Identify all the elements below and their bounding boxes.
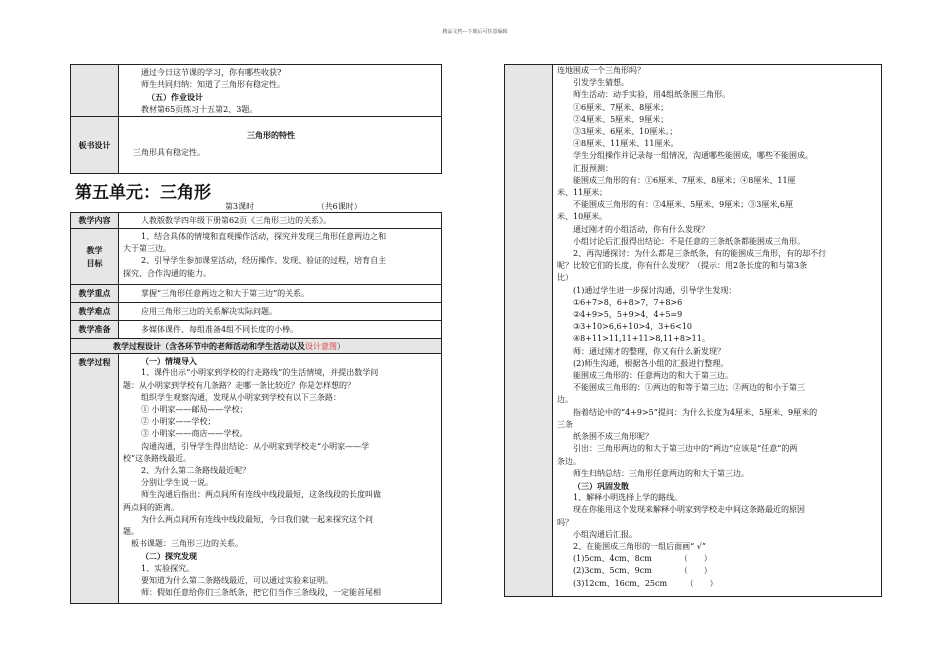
key-point-label: 教学重点 [71,285,119,303]
process-label: 教学过程 [71,354,119,604]
blank-label-cell [71,65,119,117]
difficulty-label: 教学难点 [71,303,119,321]
consolidation-heading: （三）巩固发散 [573,480,629,491]
right-line: ①6厘米、7厘米、8厘米； [573,102,669,112]
right-line: 连地围成一个三角形吗？ [557,66,645,75]
exercise-item: (3)12cm、16cm、25cm （ ） [573,578,718,588]
process-line: 1、实验探究。 [141,563,195,573]
right-line: 引出：三角形两边的和大于第三边中的“两边”应该是“任意”的两 [573,444,798,454]
right-line: 引发学生猜想。 [573,78,629,88]
right-page-table [504,64,882,597]
right-line: ④8+11>11,11+11>8,11+8>11。 [573,334,710,344]
right-line: 通过刚才的小组活动，你有什么发现？ [573,224,709,234]
goal-line: 2、引导学生参加课堂活动，经历操作、发现、验证的过程，培育自主 [141,256,387,266]
process-line: 为什么两点间所有连线中线段最短，今日我们就一起来探究这个问 [141,514,373,524]
unit-title: 第五单元：三角形 [75,183,211,203]
right-content-cell [553,65,882,597]
content-label: 教学内容 [71,213,119,229]
previous-lesson-table [70,64,442,174]
right-line: 能围成三角形的有：①6厘米、7厘米、8厘米；④8厘米、11厘 [573,175,796,185]
homework-heading: （五）作业设计 [147,92,203,103]
process-header-text: 教学过程设计（含各环节中的老师活动和学生活动以及 [113,341,305,351]
preparation-cell [119,321,442,339]
process-line: 1、课件出示“小明家到学校的行走路线”的生活情境，并提出数学问 [141,368,379,378]
goal-label-line: 目标 [86,257,103,268]
content-text: 人教版数学四年级下册第62页《三角形三边的关系》。 [141,216,332,225]
right-line: ②4厘米、5厘米、9厘米； [573,114,669,124]
key-point-cell [119,285,442,303]
right-line: 纸条围不成三角形呢？ [573,432,653,442]
process-line: 校”这条路线最近。 [123,453,192,463]
right-line: 不能围成三角形的：①两边的和等于第三边；②两边的和小于第三 [573,383,805,393]
right-line: 比） [557,273,573,283]
goal-cell [119,229,442,285]
process-line: 师生沟通后指出：两点间所有连线中线段最短，这条线段的长度叫做 [141,490,381,500]
process-line: 两点间的距离。 [123,502,179,512]
process-line: 要知道为什么第二条路线最近，可以通过实验来证明。 [141,575,333,585]
right-line: 条边。 [557,456,581,466]
right-line: 能围成三角形的：任意两边的和大于第三边。 [573,371,733,381]
key-point-text: 掌握“三角形任意两边之和大于第三边”的关系。 [141,289,310,298]
lesson-plan-table [70,212,442,604]
right-line: 2、再沟通探讨：为什么都是三条纸条，有的能围成三角形，有的却不行 [573,249,827,259]
goal-label-line: 教学 [86,245,103,256]
right-line: ③3+10>6,6+10>4，3+6<10 [573,322,693,332]
right-line: (2)师生沟通，根据各小组的汇报进行整理。 [573,358,729,368]
exercise-item: (2)3cm、5cm、9cm （ ） [573,566,712,576]
right-line: ③3厘米、6厘米、10厘米。； [573,127,678,137]
preparation-text: 多媒体课件、每组准备4组不同长度的小棒。 [141,325,299,334]
process-header-close: ） [337,342,345,351]
right-label-cell [505,65,553,597]
design-intent-text: 设计意图 [305,342,337,351]
homework-line: 教材第65页练习十五第2、3题。 [141,104,258,114]
right-line: 现在你能用这个发现来解释小明家到学校走中间这条路最近的原因 [573,505,805,515]
preparation-label: 教学准备 [71,321,119,339]
process-line: （二）探究发现 [141,551,197,562]
summary-line: 通过今日这节课的学习，你有哪些收获? [141,68,282,77]
process-line: ① 小明家——邮局——学校； [141,405,248,415]
right-line: ①6+7>8，6+8>7，7+8>6 [573,297,683,307]
process-line: ③ 小明家——商店——学校。 [141,429,248,439]
right-line: 1、解释小明选择上学的路线。 [573,493,683,503]
right-line: 米、10厘米。 [557,212,608,222]
right-line: 小组讨论后汇报得出结论：不是任意的三条纸条都能围成三角形。 [573,236,805,246]
process-line: 沟通沟通，引导学生得出结论：从小明家到学校走“小明家——学 [141,441,370,451]
right-line: 米、11厘米； [557,188,608,198]
goal-line: 1、结合具体的情境和直观操作活动，探究并发现三角形任意两边之和 [141,232,387,241]
process-cell [119,354,442,604]
page-header: 精品文档---下载后可任意编辑 [442,29,508,35]
right-line: 师生归纳总结：三角形任意两边的和大于第三边。 [573,468,749,478]
lesson-period: 第3课时 [225,202,255,211]
summary-line: 师生共同归纳：知道了三角形有稳定性。 [141,80,285,90]
right-line: 小组沟通后汇报。 [573,529,637,539]
board-design-cell [119,117,442,174]
difficulty-cell [119,303,442,321]
process-line: 板书课题：三角形三边的关系。 [131,539,243,549]
board-design-label: 板书设计 [71,117,119,174]
right-line: 师：通过刚才的整理，你又有什么新发现？ [573,346,725,356]
board-content: 三角形具有稳定性。 [133,148,205,158]
process-line: 组织学生观察沟通，发现从小明家到学校有以下三条路： [141,392,341,402]
process-line: 分别让学生说一说。 [141,478,213,488]
process-line: 师：假如任意给你们三条纸条，把它们当作三条线段，一定能首尾相 [141,588,381,598]
exercise-item: (1)5cm、4cm、8cm （ ） [573,554,712,564]
goal-label [71,229,119,285]
right-line: 汇报预测： [573,163,613,173]
right-line: 2、在能围成三角形的一组后面画“ √” [573,541,706,551]
right-line: 不能围成三角形的有：②4厘米、5厘米、9厘米；③3厘米,6厘 [573,200,793,210]
difficulty-text: 应用三角形三边的关系解决实际问题。 [141,307,277,316]
process-header [71,339,442,354]
process-line: 题：从小明家到学校有几条路？走哪一条比较近？你是怎样想的？ [123,380,355,390]
right-line: 学生分组操作并记录每一组情况，沟通哪些能围成，哪些不能围成。 [573,151,813,161]
process-line: ② 小明家——学校； [141,417,216,427]
summary-cell [119,65,442,117]
lesson-info [225,201,422,212]
right-line: 吗？ [557,517,573,527]
lesson-total: （共6课时） [316,202,362,211]
right-line: 边。 [557,395,573,405]
right-line: 三条 [557,419,573,429]
right-line: 师生活动：动手实验，用4组纸条围三角形。 [573,90,731,100]
right-line: 呢？比较它们的长度，你有什么发现？（提示：用2条长度的和与第3条 [557,261,808,271]
goal-line: 大于第三边。 [123,244,171,254]
process-line: 2、为什么第二条路线最近呢？ [141,466,251,476]
right-line: ④8厘米、11厘米、11厘米。 [573,139,679,149]
board-title: 三角形的特性 [247,130,295,140]
right-line: 指着结论中的“4+9>5”提问：为什么长度为4厘米、5厘米、9厘米的 [573,407,818,417]
process-line: （一）情境导入 [141,356,197,367]
goal-line: 探究、合作沟通的能力。 [123,268,211,278]
content-cell [119,213,442,229]
right-line: (1)通过学生进一步探讨沟通，引导学生发现： [573,285,737,295]
process-line: 题。 [123,527,139,537]
right-line: ②4+9>5，5+9>4，4+5=9 [573,310,683,320]
